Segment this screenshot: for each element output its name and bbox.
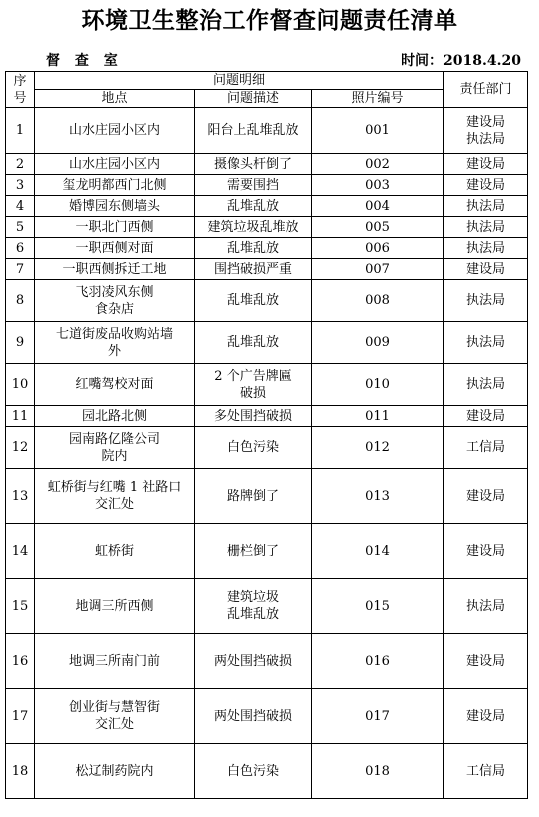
row-number: 2: [6, 154, 35, 175]
table-row: [6, 469, 528, 524]
row-photo: 003: [312, 175, 444, 196]
row-description: 建筑垃圾乱堆放: [195, 217, 312, 238]
issue-table: [5, 71, 528, 799]
row-description: 乱堆乱放: [195, 238, 312, 259]
date-label: 时间：2018.4.20: [401, 53, 521, 69]
row-photo: 004: [312, 196, 444, 217]
row-location: 虹桥街与红嘴 1 社路口 交汇处: [35, 469, 195, 524]
row-department: 建设局: [444, 634, 528, 689]
row-number: 11: [6, 406, 35, 427]
row-photo: 007: [312, 259, 444, 280]
row-location: 婚博园东侧墙头: [35, 196, 195, 217]
department-label: 督 查 室: [46, 53, 123, 69]
row-number: 12: [6, 427, 35, 469]
row-department: 工信局: [444, 427, 528, 469]
row-description: 白色污染: [195, 744, 312, 799]
row-description: 两处围挡破损: [195, 634, 312, 689]
row-description: 白色污染: [195, 427, 312, 469]
row-number: 10: [6, 364, 35, 406]
table-row: [6, 217, 528, 238]
row-department: 工信局: [444, 744, 528, 799]
row-number: 1: [6, 108, 35, 154]
row-number: 4: [6, 196, 35, 217]
row-photo: 014: [312, 524, 444, 579]
row-location: 一职西侧对面: [35, 238, 195, 259]
row-photo: 016: [312, 634, 444, 689]
table-row: [6, 259, 528, 280]
table-row: [6, 238, 528, 259]
header-description: 问题描述: [195, 90, 312, 108]
table-row: [6, 196, 528, 217]
row-photo: 013: [312, 469, 444, 524]
table-row: [6, 689, 528, 744]
row-number: 6: [6, 238, 35, 259]
row-number: 5: [6, 217, 35, 238]
row-photo: 011: [312, 406, 444, 427]
row-location: 玺龙明都西门北侧: [35, 175, 195, 196]
row-location: 一职西侧拆迁工地: [35, 259, 195, 280]
table-row: [6, 427, 528, 469]
row-department: 执法局: [444, 322, 528, 364]
row-photo: 018: [312, 744, 444, 799]
row-description: 需要围挡: [195, 175, 312, 196]
row-department: 执法局: [444, 364, 528, 406]
row-photo: 010: [312, 364, 444, 406]
row-photo: 005: [312, 217, 444, 238]
row-department: 建设局: [444, 524, 528, 579]
row-number: 15: [6, 579, 35, 634]
table-row: [6, 744, 528, 799]
row-department: 建设局: [444, 689, 528, 744]
row-description: 两处围挡破损: [195, 689, 312, 744]
row-photo: 006: [312, 238, 444, 259]
row-department: 建设局: [444, 406, 528, 427]
table-row: [6, 634, 528, 689]
row-location: 红嘴驾校对面: [35, 364, 195, 406]
row-department: 执法局: [444, 579, 528, 634]
row-department: 建设局: [444, 154, 528, 175]
row-location: 园南路亿隆公司 院内: [35, 427, 195, 469]
row-photo: 012: [312, 427, 444, 469]
row-number: 13: [6, 469, 35, 524]
row-description: 2 个广告牌匾 破损: [195, 364, 312, 406]
row-location: 山水庄园小区内: [35, 108, 195, 154]
row-department: 建设局: [444, 175, 528, 196]
row-location: 山水庄园小区内: [35, 154, 195, 175]
row-location: 园北路北侧: [35, 406, 195, 427]
header-location: 地点: [35, 90, 195, 108]
row-location: 七道街废品收购站墙 外: [35, 322, 195, 364]
row-location: 飞羽凌风东侧 食杂店: [35, 280, 195, 322]
row-location: 虹桥街: [35, 524, 195, 579]
row-location: 松辽制药院内: [35, 744, 195, 799]
row-department: 执法局: [444, 217, 528, 238]
row-department: 建设局: [444, 469, 528, 524]
row-photo: 009: [312, 322, 444, 364]
table-row: [6, 280, 528, 322]
table-row: [6, 579, 528, 634]
row-description: 乱堆乱放: [195, 322, 312, 364]
row-department: 执法局: [444, 280, 528, 322]
header-seq: 序号: [6, 72, 35, 108]
row-number: 3: [6, 175, 35, 196]
row-number: 18: [6, 744, 35, 799]
row-number: 16: [6, 634, 35, 689]
header-photo: 照片编号: [312, 90, 444, 108]
table-row: [6, 108, 528, 154]
row-photo: 001: [312, 108, 444, 154]
row-department: 建设局 执法局: [444, 108, 528, 154]
table-body: [6, 108, 528, 799]
row-location: 创业街与慧智街 交汇处: [35, 689, 195, 744]
table-row: [6, 406, 528, 427]
row-department: 建设局: [444, 259, 528, 280]
row-photo: 008: [312, 280, 444, 322]
row-location: 一职北门西侧: [35, 217, 195, 238]
table-row: [6, 175, 528, 196]
row-location: 地调三所西侧: [35, 579, 195, 634]
row-photo: 017: [312, 689, 444, 744]
document-title: 环境卫生整治工作督查问题责任清单: [81, 7, 458, 34]
row-department: 执法局: [444, 196, 528, 217]
row-description: 乱堆乱放: [195, 196, 312, 217]
row-number: 17: [6, 689, 35, 744]
row-description: 建筑垃圾 乱堆乱放: [195, 579, 312, 634]
row-photo: 002: [312, 154, 444, 175]
row-photo: 015: [312, 579, 444, 634]
row-location: 地调三所南门前: [35, 634, 195, 689]
header-responsible: 责任部门: [444, 72, 528, 108]
table-row: [6, 524, 528, 579]
row-description: 乱堆乱放: [195, 280, 312, 322]
row-description: 栅栏倒了: [195, 524, 312, 579]
row-number: 8: [6, 280, 35, 322]
row-description: 路牌倒了: [195, 469, 312, 524]
table-row: [6, 364, 528, 406]
row-description: 阳台上乱堆乱放: [195, 108, 312, 154]
table-row: [6, 154, 528, 175]
row-description: 围挡破损严重: [195, 259, 312, 280]
row-department: 执法局: [444, 238, 528, 259]
row-number: 7: [6, 259, 35, 280]
row-description: 多处围挡破损: [195, 406, 312, 427]
row-number: 9: [6, 322, 35, 364]
row-number: 14: [6, 524, 35, 579]
header-group: 问题明细: [35, 72, 444, 90]
table-row: [6, 322, 528, 364]
row-description: 摄像头杆倒了: [195, 154, 312, 175]
